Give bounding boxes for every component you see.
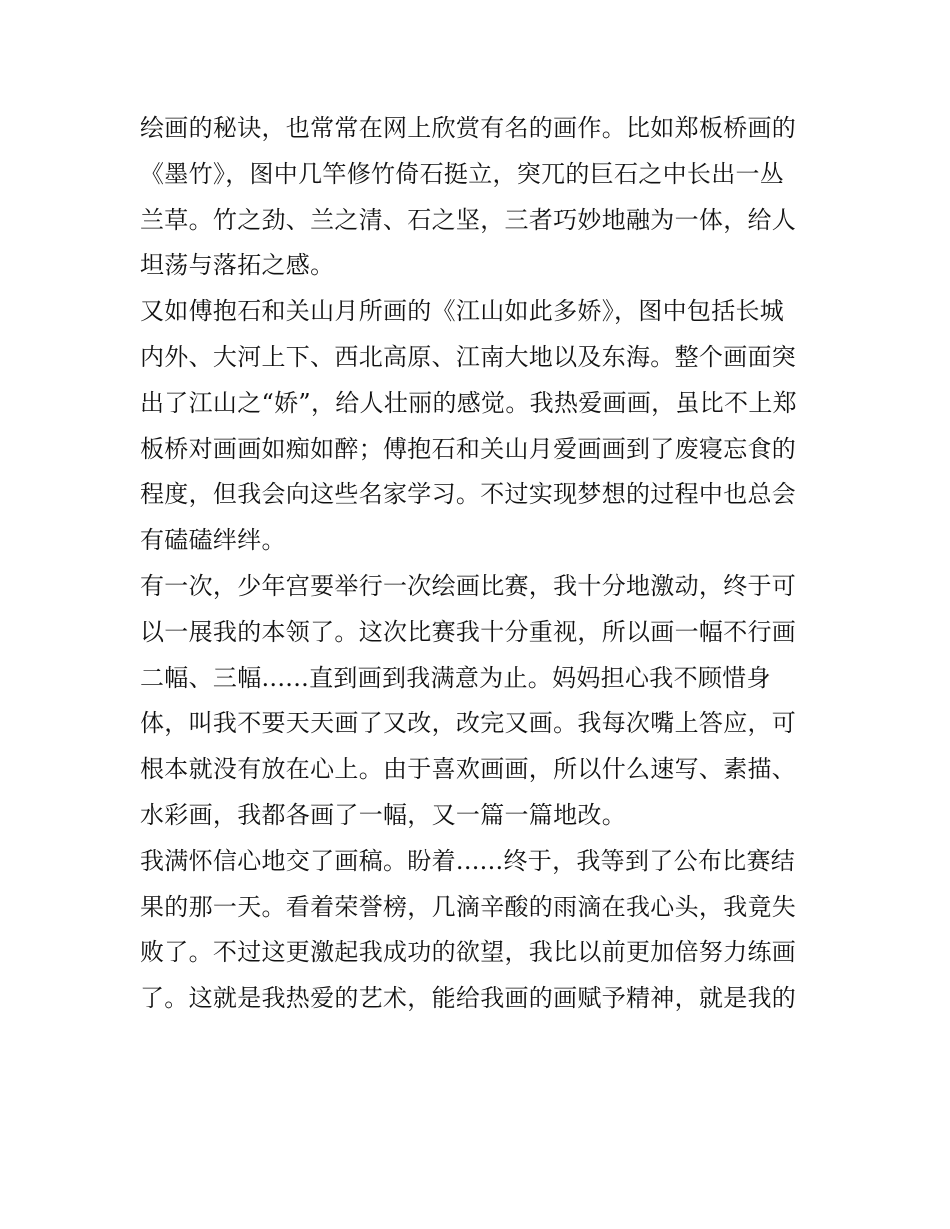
text-line: 绘画的秘诀，也常常在网上欣赏有名的画作。比如郑板桥画的 [140,114,797,142]
text-line: 板桥对画画如痴如醉；傅抱石和关山月爱画画到了废寝忘食的 [140,434,797,463]
text-line: 败了。不过这更激起我成功的欲望，我比以前更加倍努力练画 [140,938,797,967]
text-line: 有磕磕绊绊。 [140,526,286,555]
text-line: 《墨竹》，图中几竿修竹倚石挺立，突兀的巨石之中长出一丛 [140,159,785,188]
text-line: 兰草。竹之劲、兰之清、石之坚，三者巧妙地融为一体，给人 [140,205,797,234]
text-line: 根本就没有放在心上。由于喜欢画画，所以什么速写、素描、 [140,755,797,784]
text-line: 体，叫我不要天天画了又改，改完又画。我每次嘴上答应，可 [140,709,797,738]
text-line: 了。这就是我热爱的艺术，能给我画的画赋予精神，就是我的 [140,984,797,1013]
text-line: 二幅、三幅......直到画到我满意为止。妈妈担心我不顾惜身 [140,663,771,692]
essay-text [140,106,830,1022]
text-line: 我满怀信心地交了画稿。盼着......终于，我等到了公布比赛结 [140,846,796,875]
text-line: 果的那一天。看着荣誉榜，几滴辛酸的雨滴在我心头，我竟失 [140,892,797,921]
text-line: 水彩画，我都各画了一幅，又一篇一篇地改。 [140,800,626,829]
text-line: 内外、大河上下、西北高原、江南大地以及东海。整个画面突 [140,342,797,371]
text-line: 有一次，少年宫要举行一次绘画比赛，我十分地激动，终于可 [140,571,797,600]
text-line: 程度，但我会向这些名家学习。不过实现梦想的过程中也总会 [140,480,797,509]
text-line: 坦荡与落拓之感。 [140,251,335,280]
text-line: 又如傅抱石和关山月所画的《江山如此多娇》，图中包括长城 [140,297,785,326]
text-line: 出了江山之“娇”，给人壮丽的感觉。我热爱画画，虽比不上郑 [140,388,797,417]
text-line: 以一展我的本领了。这次比赛我十分重视，所以画一幅不行画 [140,617,797,646]
